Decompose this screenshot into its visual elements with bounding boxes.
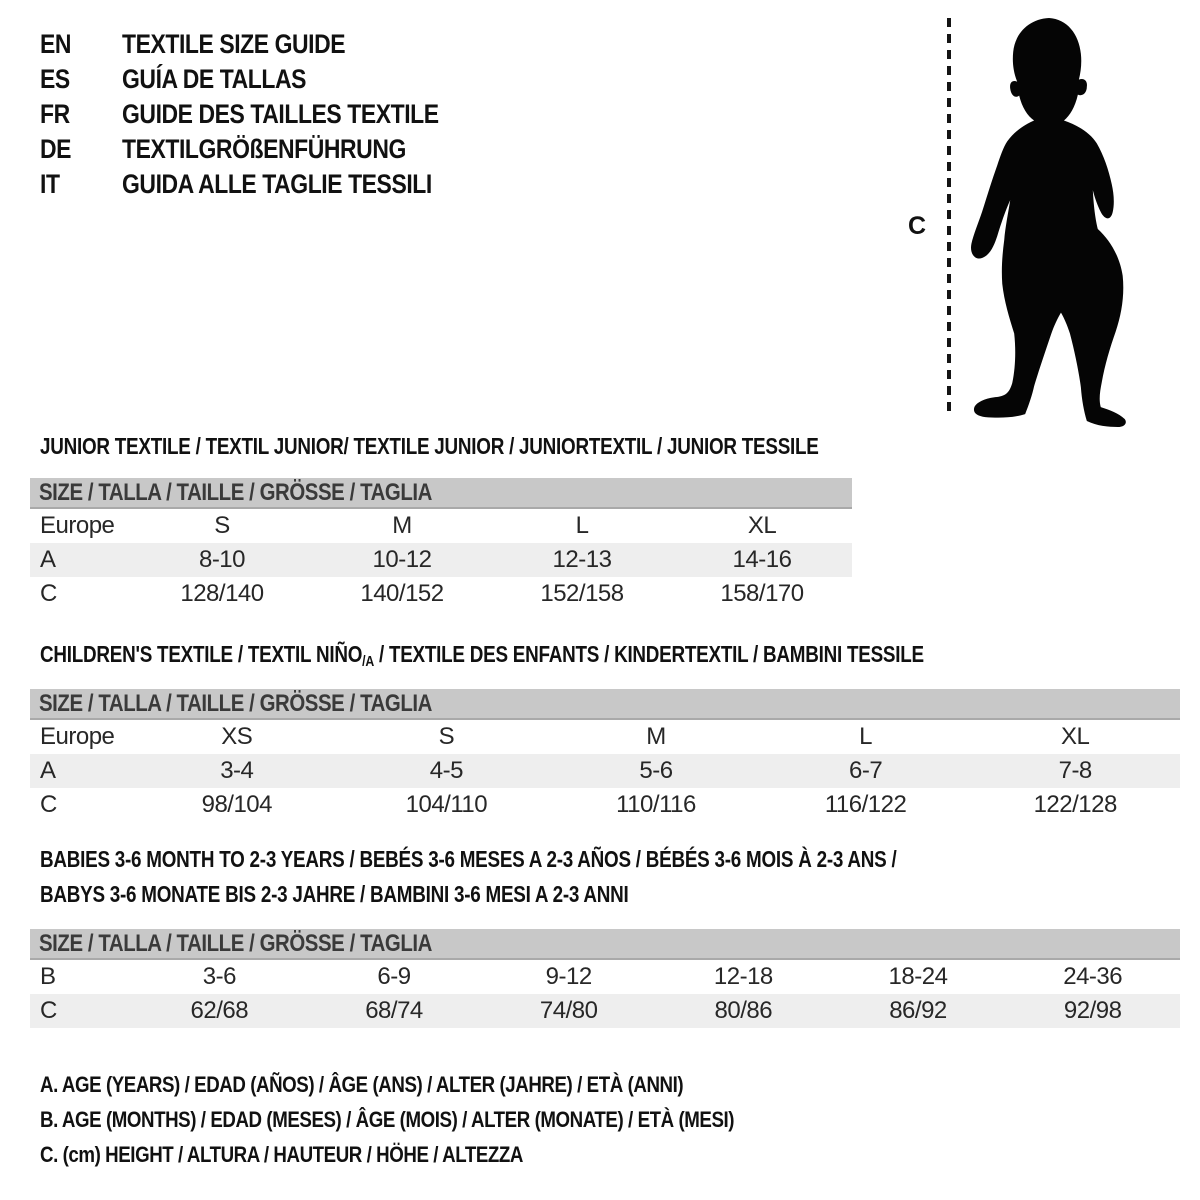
legend-line-c [40,1142,608,1168]
language-title [122,99,495,129]
cell: 10-12 [372,546,432,573]
language-title [122,169,487,199]
language-title [122,64,339,94]
row-label: C [40,580,57,607]
language-code-text: FR [40,99,70,129]
language-title [122,29,385,59]
row-label: C [40,997,57,1024]
cell: 140/152 [360,580,444,607]
junior-section-title-text: JUNIOR TEXTILE / TEXTIL JUNIOR/ TEXTILE JUNIOR / JUNIORTEXTIL / JUNIOR TESSILE [40,433,819,459]
cell: 24-36 [1063,963,1123,990]
language-code [40,63,118,95]
junior-section-title [40,433,990,459]
language-code-text: IT [40,169,60,199]
children-title-suffix: / TEXTILE DES ENFANTS / KINDERTEXTIL / BAMBINI TESSILE [373,641,924,667]
cell: S [214,512,230,539]
babies-size-table [30,929,1180,1028]
table-row [30,994,1180,1028]
cell: 12-13 [552,546,612,573]
table-row [30,509,852,543]
babies-title-line1-text: BABIES 3-6 MONTH TO 2-3 YEARS / BEBÉS 3-6 MESES A 2-3 AÑOS / BÉBÉS 3-6 MOIS À 2-3 ANS / [40,846,897,872]
row-label: Europe [40,723,115,750]
cell: 14-16 [732,546,792,573]
toddler-silhouette-icon [966,14,1143,432]
cell: 86/92 [889,997,947,1024]
children-section-title-text [40,641,924,671]
cell: 7-8 [1058,757,1092,784]
cell: 62/68 [190,997,249,1024]
language-row-en [40,28,385,60]
legend-line-b-text: B. AGE (MONTHS) / EDAD (MESES) / ÂGE (MOIS) / ALTER (MONATE) / ETÀ (MESI) [40,1107,735,1132]
language-title-text: GUIDE DES TAILLES TEXTILE [122,99,440,129]
junior-size-table [30,478,852,611]
legend-line-a-text: A. AGE (YEARS) / EDAD (AÑOS) / ÂGE (ANS) / ALTER (JAHRE) / ETÀ (ANNI) [40,1072,684,1097]
cell: 80/86 [714,997,773,1024]
cell: 104/110 [405,791,488,818]
language-title [122,134,456,164]
cell: 12-18 [713,963,773,990]
children-section-title [40,641,1118,671]
legend-line-a [40,1072,797,1098]
cell: 4-5 [429,757,463,784]
table-row [30,788,1180,822]
language-code-text: ES [40,64,70,94]
cell: 152/158 [540,580,624,607]
babies-section-title-line2 [40,881,758,907]
cell: 6-7 [849,757,883,784]
language-title-text: TEXTILE SIZE GUIDE [122,29,346,59]
height-line-label: C [908,212,926,240]
cell: 110/116 [616,791,696,818]
babies-section-title-line1 [40,846,1085,872]
cell: L [575,512,589,539]
language-code [40,28,118,60]
legend-line-b [40,1107,857,1133]
cell: 74/80 [539,997,598,1024]
cell: M [392,512,412,539]
language-row-fr [40,98,495,130]
language-row-es [40,63,339,95]
row-label: A [40,757,56,784]
language-code-text: EN [40,29,72,59]
row-label: B [40,963,56,990]
cell: 128/140 [180,580,264,607]
children-table-header-text: SIZE / TALLA / TAILLE / GRÖSSE / TAGLIA [39,689,432,717]
cell: 3-4 [220,757,254,784]
cell: 6-9 [377,963,411,990]
children-title-subscript: /A [362,653,374,670]
language-title-text: GUÍA DE TALLAS [122,64,307,94]
cell: 3-6 [202,963,236,990]
cell: 5-6 [639,757,673,784]
cell: 92/98 [1063,997,1122,1024]
language-code [40,133,118,165]
table-row [30,543,852,577]
cell: 116/122 [824,791,907,818]
row-label: C [40,791,57,818]
babies-table-header [30,929,1180,960]
language-title-text: GUIDA ALLE TAGLIE TESSILI [122,169,433,199]
table-row [30,960,1180,994]
cell: 68/74 [365,997,423,1024]
children-size-table [30,689,1180,822]
cell: XL [1061,723,1090,750]
cell: 158/170 [720,580,804,607]
language-code [40,168,118,200]
table-row [30,754,1180,788]
legend-line-c-text: C. (cm) HEIGHT / ALTURA / HAUTEUR / HÖHE / ALTEZZA [40,1142,523,1167]
language-code-text: DE [40,134,72,164]
cell: S [438,723,455,750]
language-row-it [40,168,487,200]
cell: XL [747,512,777,539]
junior-table-header [30,478,852,509]
cell: XS [221,723,253,750]
table-row [30,577,852,611]
cell: 9-12 [545,963,592,990]
cell: L [859,723,873,750]
children-title-prefix: CHILDREN'S TEXTILE / TEXTIL NIÑO [40,641,363,667]
cell: 8-10 [198,546,246,573]
cell: M [646,723,666,750]
row-label: A [40,546,56,573]
cell: 122/128 [1033,791,1117,818]
table-row [30,720,1180,754]
cell: 98/104 [201,791,272,818]
height-dashed-line [947,18,951,418]
language-row-de [40,133,456,165]
language-code [40,98,118,130]
junior-table-header-text: SIZE / TALLA / TAILLE / GRÖSSE / TAGLIA [39,478,432,506]
children-table-header [30,689,1180,720]
cell: 18-24 [888,963,948,990]
babies-title-line2-text: BABYS 3-6 MONATE BIS 2-3 JAHRE / BAMBINI 3-6 MESI A 2-3 ANNI [40,881,629,907]
row-label: Europe [40,512,115,539]
language-title-text: TEXTILGRÖßENFÜHRUNG [122,134,407,164]
babies-table-header-text: SIZE / TALLA / TAILLE / GRÖSSE / TAGLIA [39,929,432,957]
